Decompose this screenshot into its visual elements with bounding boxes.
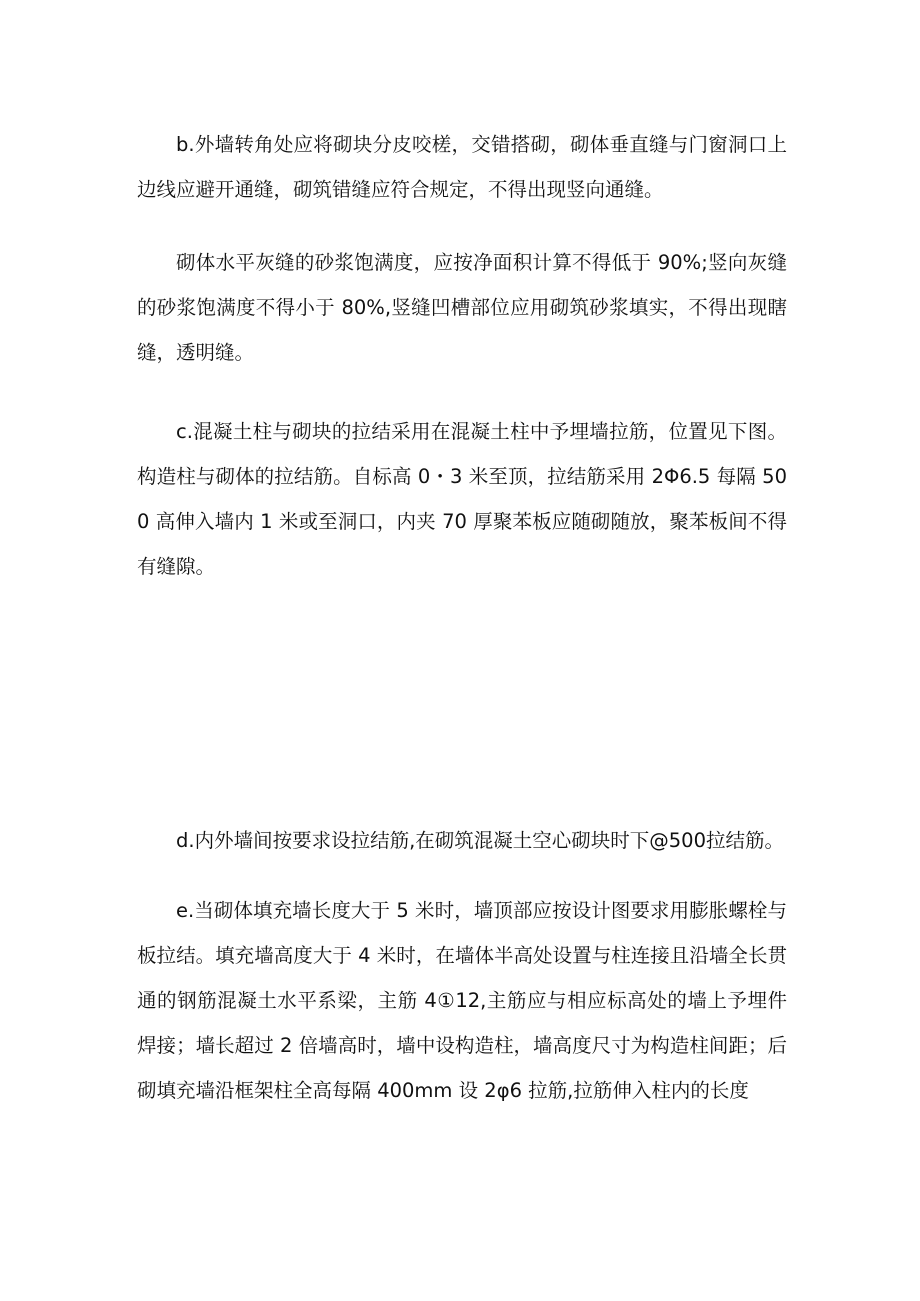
paragraph-c-column-tie: c.混凝土柱与砌块的拉结采用在混凝土柱中予埋墙拉筋，位置见下图。构造柱与砌体的拉结筋。自标高 0・3 米至顶，拉结筋采用 2Φ6.5 每隔 500 高伸入墙内 1 米或至洞口，内夹 70 厚聚苯板应随砌随放，聚苯板间不得有缝隙。 [137, 420, 787, 578]
paragraph-e-infill-wall: e.当砌体填充墙长度大于 5 米时，墙顶部应按设计图要求用膨胀螺栓与板拉结。填充墙高度大于 4 米时，在墙体半高处设置与柱连接且沿墙全长贯通的钢筋混凝土水平系梁，主筋 4①12,主筋应与相应标高处的墙上予埋件焊接；墙长超过 2 倍墙高时，墙中设构造柱，墙高度尺寸为构造柱间距；后砌填充墙沿框架柱全高每隔 400mm 设 2φ6 拉筋,拉筋伸入柱内的长度 [137, 899, 787, 1102]
paragraph-d-wall-tie: d.内外墙间按要求设拉结筋,在砌筑混凝土空心砌块时下@500拉结筋。 [176, 829, 784, 852]
paragraph-b-corner-masonry: b.外墙转角处应将砌块分皮咬槎，交错搭砌，砌体垂直缝与门窗洞口上边线应避开通缝，砌筑错缝应符合规定，不得出现竖向通缝。 [137, 133, 787, 201]
paragraph-mortar-fullness: 砌体水平灰缝的砂浆饱满度，应按净面积计算不得低于 90%;竖向灰缝的砂浆饱满度不得小于 80%,竖缝凹槽部位应用砌筑砂浆填实，不得出现瞎缝，透明缝。 [137, 251, 787, 364]
